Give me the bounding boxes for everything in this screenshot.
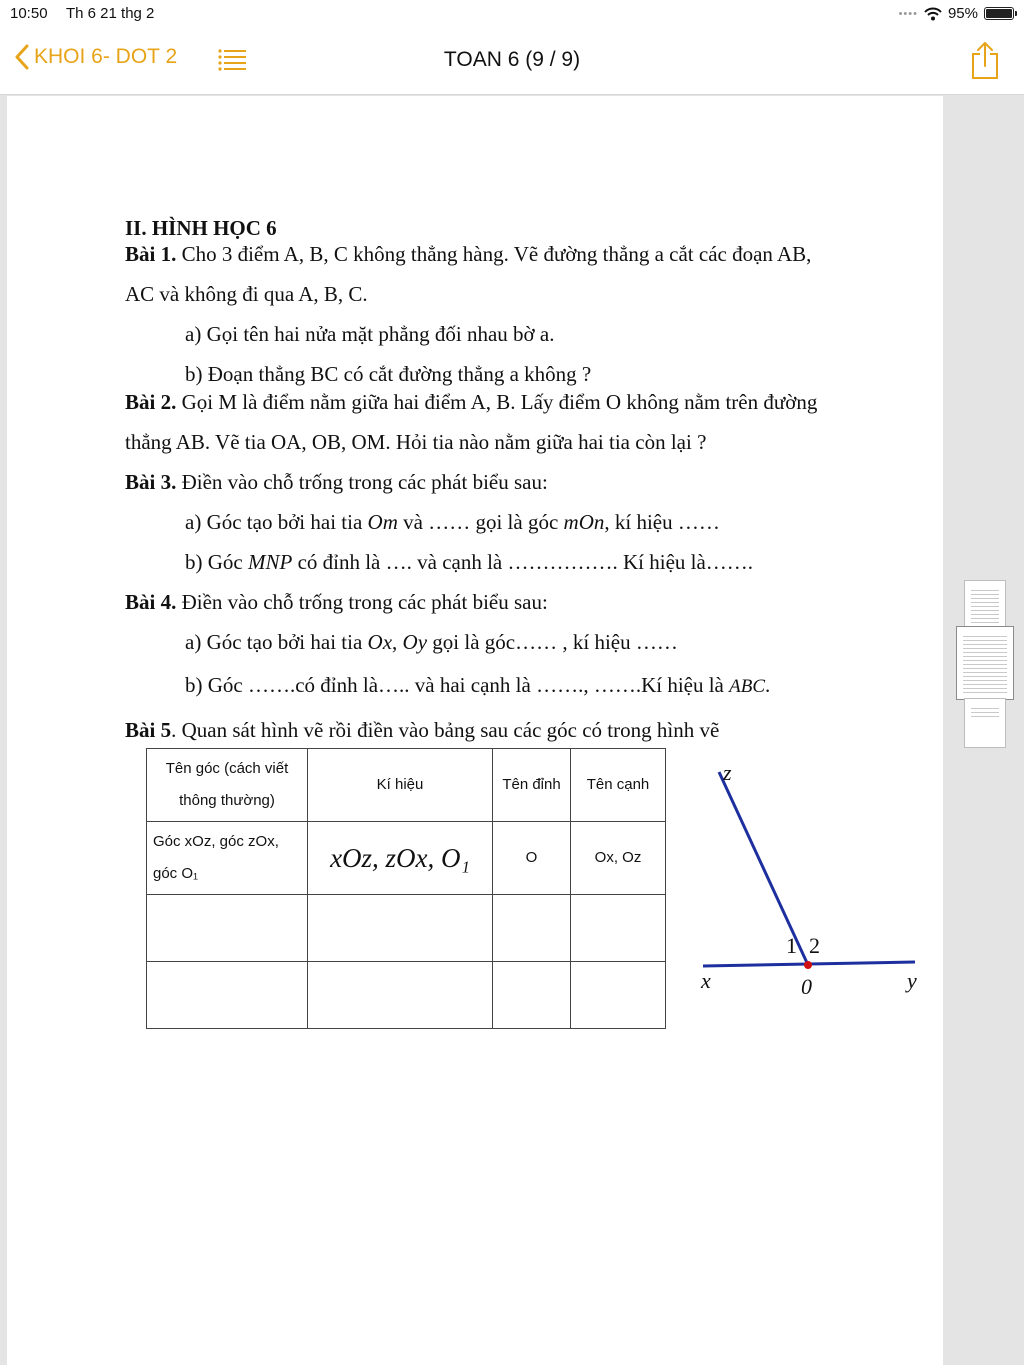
point-o (804, 961, 812, 969)
battery-icon (984, 7, 1014, 20)
document-page[interactable] (7, 96, 943, 1365)
exercise-3-text: Điền vào chỗ trống trong các phát biểu sau: (176, 470, 548, 494)
exercise-4-b-text-2: . (765, 673, 771, 697)
exercise-4-a-separator: , (392, 630, 403, 654)
exercise-5-text: . Quan sát hình vẽ rồi điền vào bảng sau các góc có trong hình vẽ (171, 718, 720, 742)
exercise-3-a-text-3: , kí hiệu …… (604, 510, 720, 534)
status-bar (0, 0, 1024, 30)
angle-table (146, 748, 666, 1029)
exercise-1 (125, 242, 915, 266)
exercise-3-b-text-1: b) Góc (185, 550, 248, 574)
exercise-1-text-a: Cho 3 điểm A, B, C không thẳng hàng. Vẽ đường thẳng a cắt các đoạn AB, (176, 242, 812, 266)
exercise-3-b-mnp: MNP (247, 550, 293, 574)
wifi-icon (924, 7, 942, 21)
table-cell: Ox, Oz (571, 822, 666, 895)
label-y: y (907, 968, 917, 993)
angle-figure (697, 756, 937, 1006)
exercise-3-label: Bài 3. (125, 470, 177, 494)
exercise-4 (125, 582, 915, 622)
back-button-label: KHOI 6- DOT 2 (34, 45, 178, 68)
exercise-1-part-a: a) Gọi tên hai nửa mặt phẳng đối nhau bờ a. (185, 322, 555, 346)
exercise-4-b-abc: ABC (729, 676, 766, 697)
exercise-1-text-b: AC và không đi qua A, B, C. (125, 282, 368, 306)
table-header-cell: Tên đỉnh (493, 749, 571, 822)
share-icon (970, 40, 1000, 80)
status-time: 10:50 (10, 5, 48, 22)
exercise-3-a-om: Om (367, 510, 398, 534)
exercise-4-a-oy: Oy (402, 630, 428, 654)
label-z: z (723, 760, 732, 785)
exercise-2 (125, 389, 915, 415)
table-cell (493, 962, 571, 1029)
page-thumbnail[interactable] (964, 698, 1006, 748)
table-cell (147, 895, 308, 962)
exercise-2-text-a: Gọi M là điểm nằm giữa hai điểm A, B. Lấy điểm O không nằm trên đường (176, 390, 818, 414)
exercise-5-label: Bài 5 (125, 718, 172, 742)
table-cell (308, 895, 493, 962)
exercise-1-part-b: b) Đoạn thẳng BC có cắt đường thẳng a không ? (185, 362, 592, 386)
table-header-cell: Tên góc (cách viết thông thường) (147, 749, 308, 822)
exercise-4-part-a (125, 622, 915, 662)
label-angle-2: 2 (809, 933, 820, 958)
exercise-4-part-b (125, 662, 915, 710)
nav-bar (0, 30, 1024, 95)
table-row (147, 822, 666, 895)
exercise-3-part-a (125, 502, 915, 542)
exercise-3-a-mon: mOn (563, 510, 605, 534)
label-x: x (701, 968, 711, 993)
table-cell (147, 962, 308, 1029)
table-cell: O (493, 822, 571, 895)
exercise-2-label: Bài 2. (125, 390, 177, 414)
back-button[interactable] (14, 44, 177, 70)
chevron-left-icon (14, 44, 30, 70)
exercise-4-b-text-1: b) Góc …….có đỉnh là….. và hai cạnh là ……., …….Kí hiệu là (185, 673, 730, 697)
status-date: Th 6 21 thg 2 (66, 5, 155, 22)
table-cell-symbol: xOz, zOx, O₁ (308, 822, 493, 895)
table-header-cell: Tên cạnh (571, 749, 666, 822)
cellular-signal-icon: •••• (898, 7, 918, 20)
exercise-4-a-text-2: gọi là góc…… , kí hiệu …… (427, 630, 678, 654)
label-o: 0 (801, 974, 812, 999)
exercise-3-part-b (125, 542, 915, 582)
table-row (147, 895, 666, 962)
battery-percent: 95% (947, 5, 978, 22)
exercise-4-label: Bài 4. (125, 590, 177, 614)
exercise-3-a-text-2: và …… gọi là góc (397, 510, 564, 534)
page-thumbnail[interactable] (964, 580, 1006, 632)
status-right (899, 5, 1014, 22)
outline-list-button[interactable] (218, 48, 248, 77)
exercise-1-label: Bài 1. (125, 242, 177, 266)
exercise-3 (125, 462, 915, 502)
table-cell (571, 962, 666, 1029)
exercise-4-a-text-1: a) Góc tạo bởi hai tia (185, 630, 368, 654)
label-angle-1: 1 (786, 933, 797, 958)
share-button[interactable] (970, 40, 1000, 85)
table-cell (571, 895, 666, 962)
document-title: TOAN 6 (9 / 9) (443, 48, 581, 71)
table-row (147, 962, 666, 1029)
exercise-4-a-ox: Ox (367, 630, 393, 654)
exercise-4-text: Điền vào chỗ trống trong các phát biểu sau: (176, 590, 548, 614)
page-thumbnails (950, 576, 1016, 752)
exercise-3-a-text-1: a) Góc tạo bởi hai tia (185, 510, 368, 534)
table-header-row (147, 749, 666, 822)
table-cell: Góc xOz, góc zOx, góc O₁ (147, 822, 308, 895)
page-thumbnail-current[interactable] (956, 626, 1014, 700)
exercise-5 (125, 710, 915, 750)
table-header-cell: Kí hiệu (308, 749, 493, 822)
table-cell (308, 962, 493, 1029)
exercise-2-text-b: thẳng AB. Vẽ tia OA, OB, OM. Hỏi tia nào nằm giữa hai tia còn lại ? (125, 430, 707, 454)
document-content (125, 214, 915, 750)
table-cell (493, 895, 571, 962)
section-title: II. HÌNH HỌC 6 (125, 216, 277, 240)
exercise-3-b-text-2: có đỉnh là …. và cạnh là ……………. Kí hiệu là……. (292, 550, 754, 574)
list-icon (218, 48, 248, 72)
